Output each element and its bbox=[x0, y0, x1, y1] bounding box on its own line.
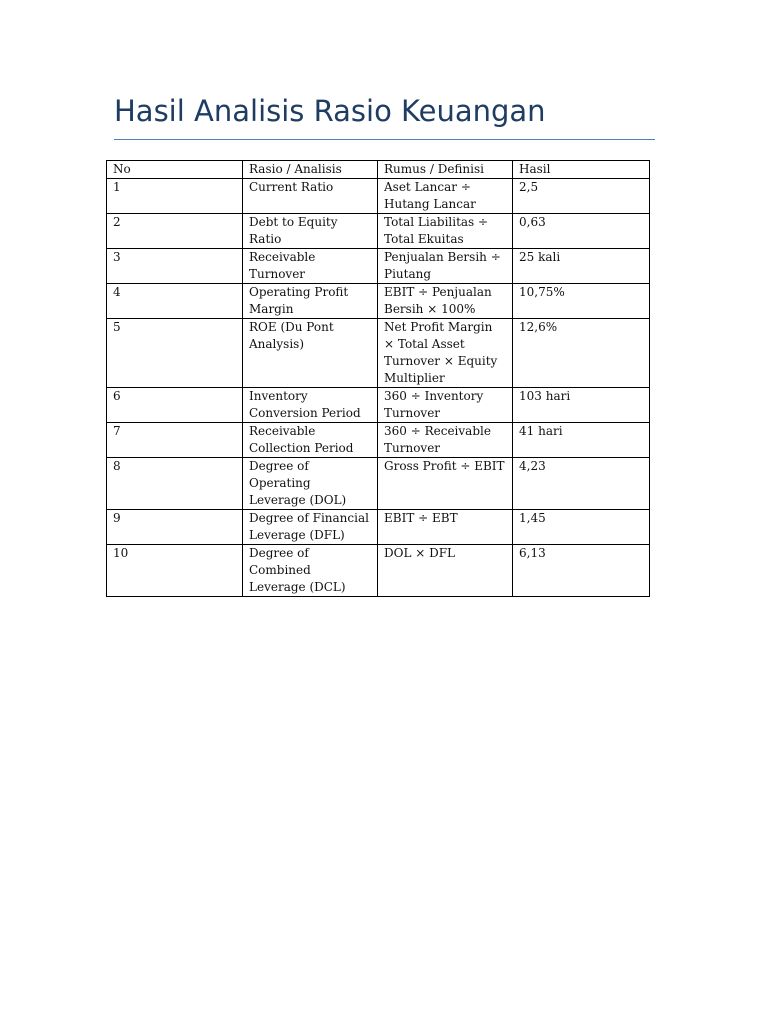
page-title: Hasil Analisis Rasio Keuangan bbox=[114, 94, 546, 128]
cell-no: 4 bbox=[107, 284, 243, 319]
table-row bbox=[107, 458, 650, 510]
cell-hasil: 25 kali bbox=[513, 249, 650, 284]
cell-rumus: 360 ÷ Inventory Turnover bbox=[378, 388, 513, 423]
cell-no: 1 bbox=[107, 179, 243, 214]
table-row bbox=[107, 214, 650, 249]
cell-rumus: Penjualan Bersih ÷ Piutang bbox=[378, 249, 513, 284]
cell-rasio: ROE (Du Pont Analysis) bbox=[243, 319, 378, 388]
cell-hasil: 6,13 bbox=[513, 545, 650, 597]
cell-hasil: 10,75% bbox=[513, 284, 650, 319]
table-row bbox=[107, 284, 650, 319]
cell-rasio: Degree of Combined Leverage (DCL) bbox=[243, 545, 378, 597]
cell-rumus: Net Profit Margin × Total Asset Turnover × Equity Multiplier bbox=[378, 319, 513, 388]
cell-no: 5 bbox=[107, 319, 243, 388]
cell-rasio: Degree of Operating Leverage (DOL) bbox=[243, 458, 378, 510]
cell-rasio: Receivable Turnover bbox=[243, 249, 378, 284]
header-rasio: Rasio / Analisis bbox=[243, 161, 378, 179]
cell-rasio: Current Ratio bbox=[243, 179, 378, 214]
cell-rumus: Aset Lancar ÷ Hutang Lancar bbox=[378, 179, 513, 214]
cell-rumus: Total Liabilitas ÷ Total Ekuitas bbox=[378, 214, 513, 249]
cell-no: 10 bbox=[107, 545, 243, 597]
table-row bbox=[107, 388, 650, 423]
cell-rumus: EBIT ÷ Penjualan Bersih × 100% bbox=[378, 284, 513, 319]
ratio-table bbox=[106, 160, 650, 597]
cell-hasil: 41 hari bbox=[513, 423, 650, 458]
cell-rasio: Debt to Equity Ratio bbox=[243, 214, 378, 249]
table-row bbox=[107, 249, 650, 284]
cell-no: 3 bbox=[107, 249, 243, 284]
cell-rasio: Operating Profit Margin bbox=[243, 284, 378, 319]
table-row bbox=[107, 510, 650, 545]
cell-rumus: DOL × DFL bbox=[378, 545, 513, 597]
cell-hasil: 2,5 bbox=[513, 179, 650, 214]
header-no: No bbox=[107, 161, 243, 179]
cell-hasil: 12,6% bbox=[513, 319, 650, 388]
header-rumus: Rumus / Definisi bbox=[378, 161, 513, 179]
table-header-row bbox=[107, 161, 650, 179]
cell-hasil: 0,63 bbox=[513, 214, 650, 249]
cell-hasil: 103 hari bbox=[513, 388, 650, 423]
table-row bbox=[107, 423, 650, 458]
cell-rasio: Receivable Collection Period bbox=[243, 423, 378, 458]
cell-rumus: EBIT ÷ EBT bbox=[378, 510, 513, 545]
cell-no: 6 bbox=[107, 388, 243, 423]
cell-hasil: 4,23 bbox=[513, 458, 650, 510]
table-row bbox=[107, 319, 650, 388]
cell-no: 2 bbox=[107, 214, 243, 249]
table-row bbox=[107, 179, 650, 214]
cell-no: 7 bbox=[107, 423, 243, 458]
cell-rumus: Gross Profit ÷ EBIT bbox=[378, 458, 513, 510]
cell-rasio: Degree of Financial Leverage (DFL) bbox=[243, 510, 378, 545]
cell-rasio: Inventory Conversion Period bbox=[243, 388, 378, 423]
table-row bbox=[107, 545, 650, 597]
header-hasil: Hasil bbox=[513, 161, 650, 179]
cell-no: 9 bbox=[107, 510, 243, 545]
cell-hasil: 1,45 bbox=[513, 510, 650, 545]
cell-no: 8 bbox=[107, 458, 243, 510]
cell-rumus: 360 ÷ Receivable Turnover bbox=[378, 423, 513, 458]
title-underline bbox=[114, 139, 655, 140]
